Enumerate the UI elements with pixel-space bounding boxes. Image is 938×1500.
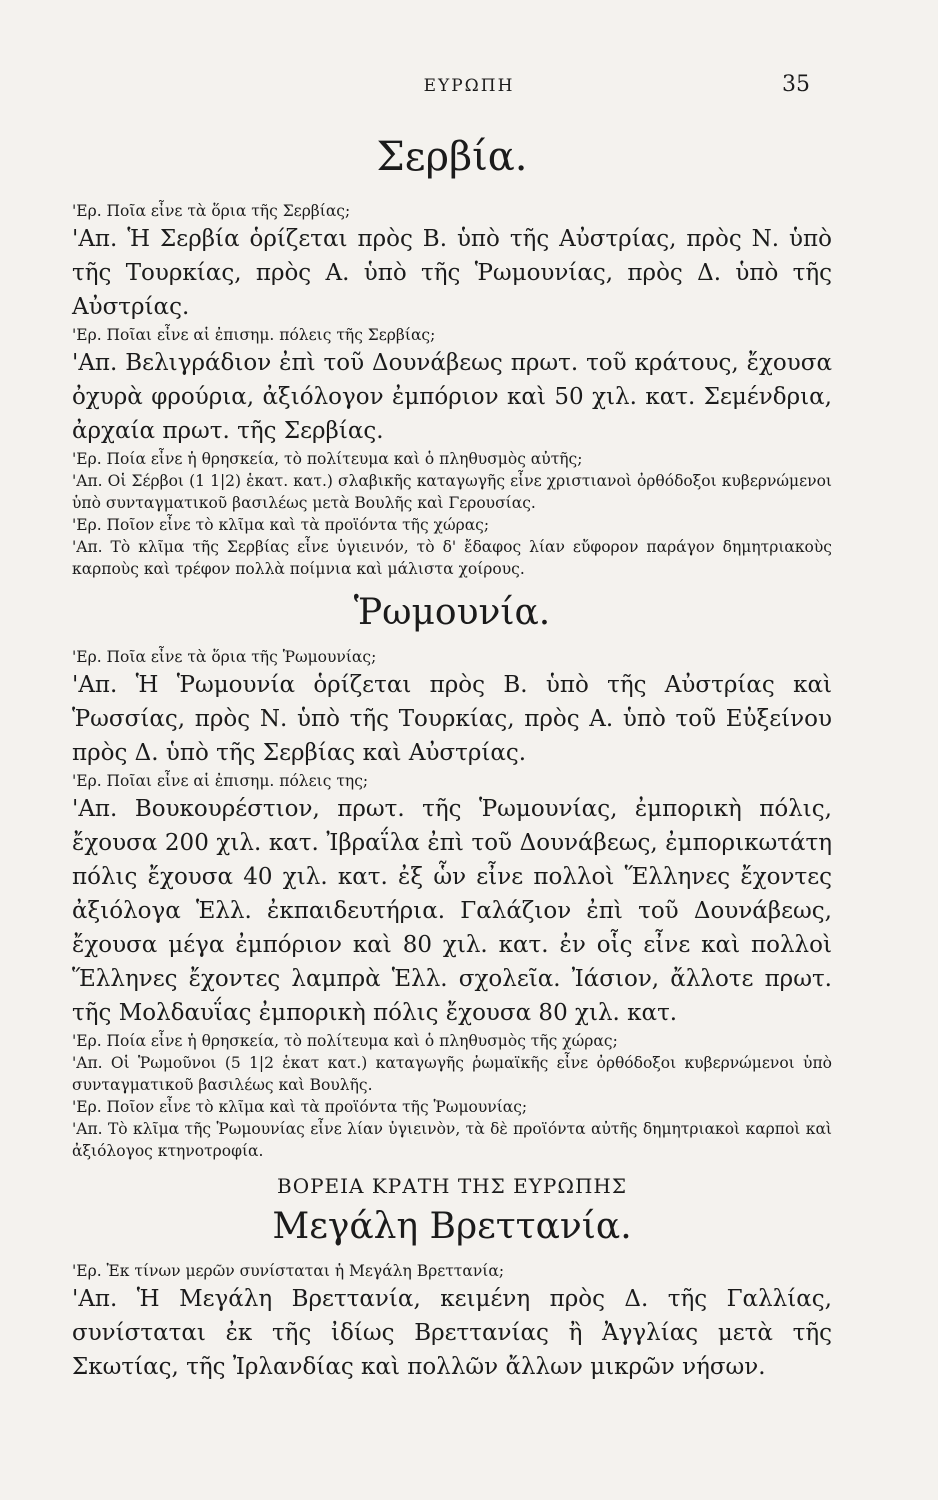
answer: 'Απ. Ἡ Σερβία ὁρίζεται πρὸς Β. ὑπὸ τῆς Αὐστρίας, πρὸς Ν. ὑπὸ τῆς Τουρκίας, πρὸς Α. ὑπὸ τῆς Ῥωμουνίας, πρὸς Δ. ὑπὸ τῆς Αὐστρίας. [72,226,832,320]
running-head: ΕΥΡΩΠΗ [423,76,515,96]
question: 'Ερ. Ποία εἶνε ἡ θρησκεία, τὸ πολίτευμα καὶ ὁ πληθυσμὸς αὐτῆς; [72,450,583,468]
question: 'Ερ. Ἐκ τίνων μερῶν συνίσταται ἡ Μεγάλη Βρεττανία; [72,1262,505,1280]
answer: 'Απ. Βουκουρέστιον, πρωτ. τῆς Ῥωμουνίας, ἐμπορικὴ πόλις, ἔχουσα 200 χιλ. κατ. Ἰβραΐλα ἐπὶ τοῦ Δουνάβεως, ἐμπορικωτάτη πόλις ἔχουσα 40 χιλ. κατ. ἐξ ὧν εἶνε πολλοὶ Ἕλληνες ἔχοντες ἀξιόλογα Ἑλλ. ἐκπαιδευτήρια. Γαλάζιον ἐπὶ τοῦ Δουνάβεως, ἔχουσα μέγα ἐμπόριον καὶ 80 χιλ. κατ. ἐν οἷς εἶνε καὶ πολλοὶ Ἕλληνες ἔχοντες λαμπρὰ Ἑλλ. σχολεῖα. Ἰάσιον, ἄλλοτε πρωτ. τῆς Μολδαυΐας ἐμπορικὴ πόλις ἔχουσα 80 χιλ. κατ. [72,796,832,1026]
question: 'Ερ. Ποῖον εἶνε τὸ κλῖμα καὶ τὰ προϊόντα τῆς Ῥωμουνίας; [72,1098,528,1116]
answer: 'Απ. Βελιγράδιον ἐπὶ τοῦ Δουνάβεως πρωτ. τοῦ κράτους, ἔχουσα ὀχυρὰ φρούρια, ἀξιόλογον ἐμπόριον καὶ 50 χιλ. κατ. Σεμένδρια, ἀρχαία πρωτ. τῆς Σερβίας. [72,350,832,444]
question: 'Ερ. Ποῖαι εἶνε αἱ ἐπισημ. πόλεις τῆς Σερβίας; [72,326,436,344]
answer: 'Απ. Ἡ Μεγάλη Βρεττανία, κειμένη πρὸς Δ. τῆς Γαλλίας, συνίσταται ἐκ τῆς ἰδίως Βρεττανίας ἢ Ἀγγλίας μετὰ τῆς Σκωτίας, τῆς Ἰρλανδίας καὶ πολλῶν ἄλλων μικρῶν νήσων. [72,1286,832,1380]
section-title-great-britain: Μεγάλη Βρεττανία. [272,1206,632,1247]
question: 'Ερ. Ποία εἶνε ἡ θρησκεία, τὸ πολίτευμα καὶ ὁ πληθυσμὸς τῆς χώρας; [72,1032,618,1050]
page-content [72,132,832,1384]
question: 'Ερ. Ποῖα εἶνε τὰ ὅρια τῆς Σερβίας; [72,202,351,220]
answer-small: 'Απ. Οἱ Ῥωμοῦνοι (5 1|2 ἑκατ κατ.) καταγωγῆς ῥωμαϊκῆς εἶνε ὀρθόδοξοι κυβερνώμενοι ὑπὸ συνταγματικοῦ βασιλέως καὶ Βουλῆς. [72,1054,832,1094]
answer: 'Απ. Ἡ Ῥωμουνία ὁρίζεται πρὸς Β. ὑπὸ τῆς Αὐστρίας καὶ Ῥωσσίας, πρὸς Ν. ὑπὸ τῆς Τουρκίας, πρὸς Α. ὑπὸ τοῦ Εὐξείνου πρὸς Δ. ὑπὸ τῆς Σερβίας καὶ Αὐστρίας. [72,672,832,766]
page-header [0,72,938,102]
section-heading-northern-states: ΒΟΡΕΙΑ ΚΡΑΤΗ ΤΗΣ ΕΥΡΩΠΗΣ [277,1174,627,1198]
section-title-romania: Ῥωμουνία. [353,592,551,633]
question: 'Ερ. Ποῖα εἶνε τὰ ὅρια τῆς Ῥωμουνίας; [72,648,377,666]
section-title-serbia: Σερβία. [376,134,528,180]
question: 'Ερ. Ποῖαι εἶνε αἱ ἐπισημ. πόλεις της; [72,772,369,790]
page-number: 35 [782,72,810,97]
question: 'Ερ. Ποῖον εἶνε τὸ κλῖμα καὶ τὰ προϊόντα τῆς χώρας; [72,516,490,534]
answer-small: 'Απ. Τὸ κλῖμα τῆς Ῥωμουνίας εἶνε λίαν ὑγιεινὸν, τὰ δὲ προϊόντα αὐτῆς δημητριακοὶ καρποὶ καὶ ἀξιόλογος κτηνοτροφία. [72,1120,832,1160]
answer-small: 'Απ. Οἱ Σέρβοι (1 1|2) ἑκατ. κατ.) σλαβικῆς καταγωγῆς εἶνε χριστιανοὶ ὀρθόδοξοι κυβερνώμενοι ὑπὸ συνταγματικοῦ βασιλέως μετὰ Βουλῆς καὶ Γερουσίας. [72,472,832,512]
answer-small: 'Απ. Τὸ κλῖμα τῆς Σερβίας εἶνε ὑγιεινόν, τὸ δ' ἔδαφος λίαν εὔφορον παράγον δημητριακοὺς καρποὺς καὶ τρέφον πολλὰ ποίμνια καὶ μάλιστα χοίρους. [72,538,832,578]
